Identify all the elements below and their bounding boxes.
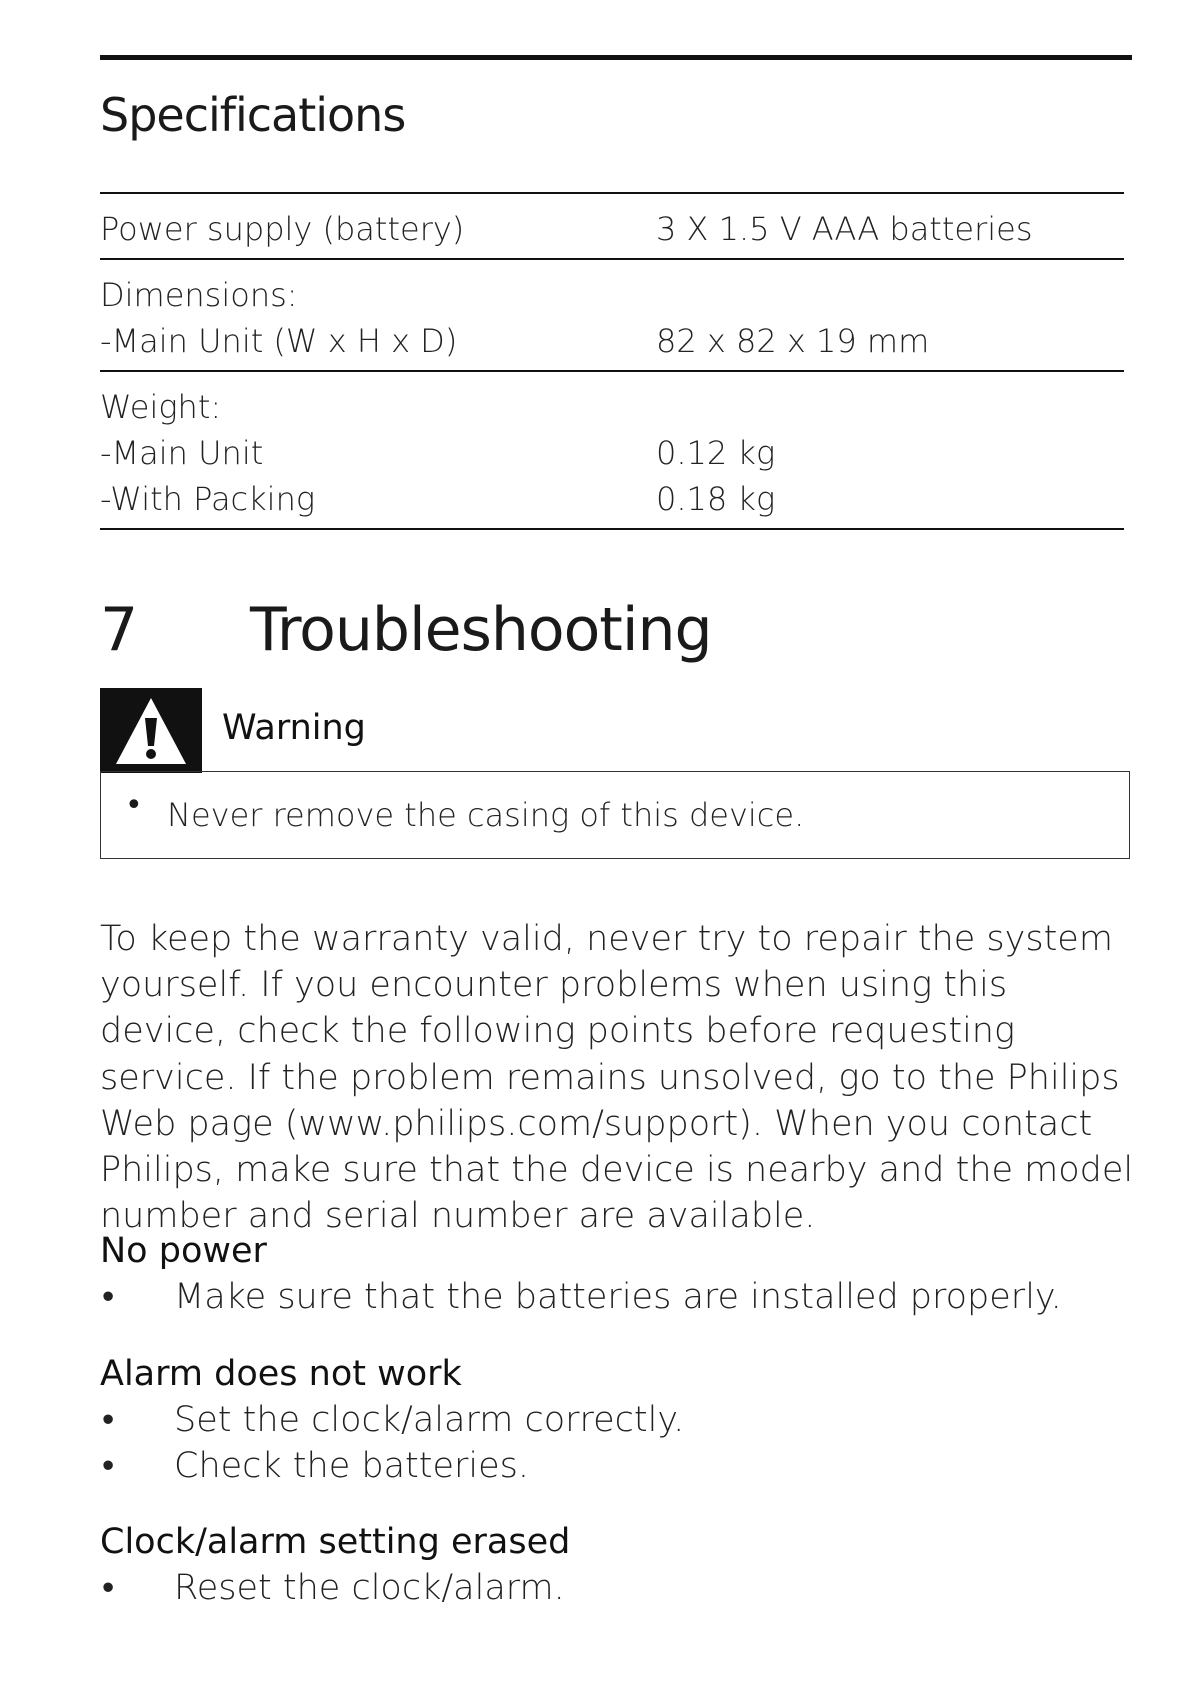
- list-item: [100, 1397, 1100, 1443]
- list-item: [100, 1274, 1100, 1320]
- spec-value: [656, 259, 1124, 371]
- spec-row-weight: [100, 371, 1124, 529]
- spec-value: [656, 371, 1124, 529]
- warning-title: Warning: [222, 708, 366, 748]
- bullet-mark: •: [102, 1400, 115, 1440]
- section-heading: Alarm does not work: [100, 1354, 462, 1394]
- list-item-text: Check the batteries.: [174, 1446, 530, 1486]
- spec-label-line: Power supply (battery): [100, 210, 465, 248]
- spec-label-line: -With Packing: [100, 480, 316, 518]
- chapter-heading: [100, 595, 712, 665]
- spec-label-line: Weight:: [100, 388, 222, 426]
- section-list: [100, 1397, 1100, 1489]
- chapter-title: Troubleshooting: [250, 595, 712, 665]
- spec-value: [656, 193, 1124, 259]
- list-item: [100, 1565, 1100, 1611]
- bullet-mark: •: [102, 1277, 115, 1317]
- list-item-text: Reset the clock/alarm.: [174, 1568, 565, 1608]
- specifications-table: [100, 192, 1124, 530]
- warning-icon: [100, 688, 202, 773]
- spec-label-line: Dimensions:: [100, 276, 298, 314]
- warning-item: Never remove the casing of this device.: [167, 796, 805, 834]
- section-clock-erased: [100, 1519, 1100, 1611]
- section-heading: Clock/alarm setting erased: [100, 1522, 571, 1562]
- spec-value-line: 0.18 kg: [656, 480, 776, 518]
- top-rule: [100, 55, 1132, 60]
- section-heading: No power: [100, 1231, 267, 1271]
- spec-value-line: 0.12 kg: [656, 434, 776, 472]
- spec-value-line: 3 X 1.5 V AAA batteries: [656, 210, 1033, 248]
- spec-label-line: -Main Unit: [100, 434, 264, 472]
- section-alarm-not-work: [100, 1351, 1100, 1489]
- warning-box: [100, 771, 1130, 859]
- spec-row-dimensions: [100, 259, 1124, 371]
- bullet-mark: •: [102, 1568, 115, 1608]
- spec-label-line: -Main Unit (W x H x D): [100, 322, 458, 360]
- list-item: [100, 1443, 1100, 1489]
- intro-paragraph: To keep the warranty valid, never try to repair the system yourself. If you encounter problems when using this device, check the following points before requesting service. If the problem remains unsolved, go to the Philips Web page (www.philips.com/support). When you contact Philips, make sure that the device is nearby and the model number and serial number are available.: [100, 919, 1134, 1237]
- bullet-mark: •: [125, 788, 143, 823]
- spec-label: [100, 193, 656, 259]
- spec-row-power: [100, 193, 1124, 259]
- spec-value-line: 82 x 82 x 19 mm: [656, 322, 930, 360]
- bullet-mark: •: [102, 1446, 115, 1486]
- list-item-text: Make sure that the batteries are installed properly.: [174, 1277, 1062, 1317]
- chapter-number: 7: [100, 595, 138, 665]
- spec-label: [100, 259, 656, 371]
- section-no-power: [100, 1228, 1100, 1320]
- list-item-text: Set the clock/alarm correctly.: [174, 1400, 685, 1440]
- section-list: [100, 1274, 1100, 1320]
- spec-label: [100, 371, 656, 529]
- warning-icon-box: [100, 688, 202, 773]
- specifications-title: Specifications: [100, 88, 406, 142]
- section-list: [100, 1565, 1100, 1611]
